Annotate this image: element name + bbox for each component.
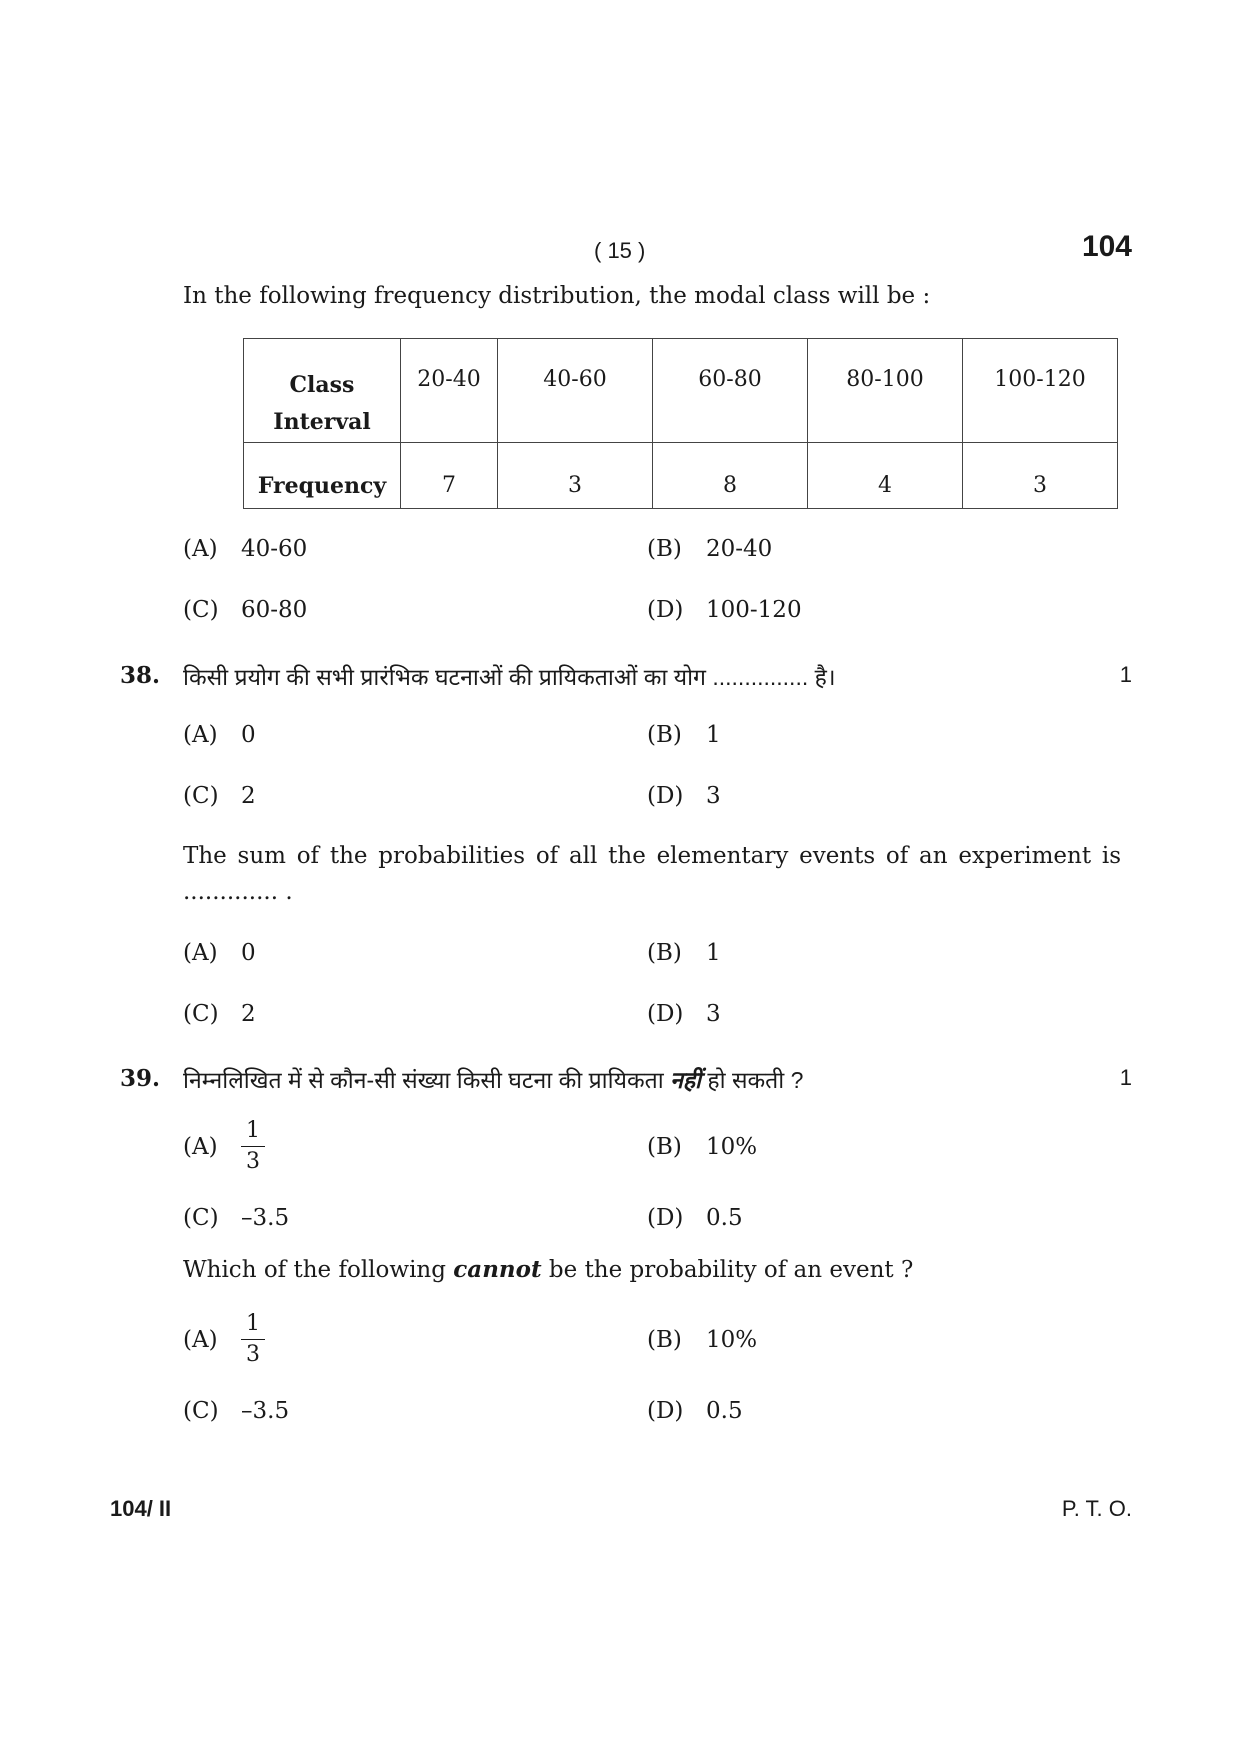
option-d-value: 3 xyxy=(706,783,721,809)
table-cell-interval: 40-60 xyxy=(498,339,653,443)
q38-english-text: The sum of the probabilities of all the elementary events of an experiment is ............. . xyxy=(183,843,1121,905)
table-header-class-interval: Class Interval xyxy=(244,339,401,443)
option-a-value: 40-60 xyxy=(241,536,308,562)
table-cell-interval: 20-40 xyxy=(401,339,498,443)
option-b-label: (B) xyxy=(647,940,682,966)
option-a-value: 0 xyxy=(241,940,256,966)
question-marks: 1 xyxy=(1119,662,1132,687)
emphasis-cannot: cannot xyxy=(453,1256,542,1283)
table-cell-frequency: 8 xyxy=(653,443,808,509)
question-marks: 1 xyxy=(1119,1065,1132,1090)
q39-english-text: Which of the following cannot be the probability of an event ? xyxy=(183,1256,914,1283)
table-row xyxy=(244,443,1118,509)
footer-paper-code: 104/ II xyxy=(110,1496,172,1521)
table-cell-interval: 100-120 xyxy=(963,339,1118,443)
option-c-value: –3.5 xyxy=(241,1398,290,1424)
option-d-value: 0.5 xyxy=(706,1398,743,1424)
option-a-label: (A) xyxy=(183,722,218,748)
emphasis-not: नहीं xyxy=(670,1067,701,1093)
option-b-label: (B) xyxy=(647,1134,682,1160)
option-a-value: 0 xyxy=(241,722,256,748)
table-cell-frequency: 3 xyxy=(498,443,653,509)
option-c-label: (C) xyxy=(183,1398,219,1424)
option-c-value: 2 xyxy=(241,783,256,809)
frequency-table xyxy=(243,338,1118,509)
option-b-label: (B) xyxy=(647,722,682,748)
paper-code: 104 xyxy=(1081,230,1132,263)
option-a-label: (A) xyxy=(183,1134,218,1160)
option-c-value: 2 xyxy=(241,1001,256,1027)
table-cell-frequency: 4 xyxy=(808,443,963,509)
option-a-fraction: 1 3 xyxy=(241,1311,265,1368)
option-b-value: 20-40 xyxy=(706,536,773,562)
footer-pto: P. T. O. xyxy=(1061,1496,1132,1521)
option-b-value: 1 xyxy=(706,940,721,966)
option-d-label: (D) xyxy=(647,597,684,623)
option-d-label: (D) xyxy=(647,1001,684,1027)
option-c-value: –3.5 xyxy=(241,1205,290,1231)
option-b-label: (B) xyxy=(647,1327,682,1353)
option-d-value: 100-120 xyxy=(706,597,802,623)
table-row xyxy=(244,339,1118,443)
option-b-value: 10% xyxy=(706,1327,758,1353)
option-d-value: 3 xyxy=(706,1001,721,1027)
q38-hindi-text: किसी प्रयोग की सभी प्रारंभिक घटनाओं की प्रायिकताओं का योग ............... है। xyxy=(183,664,836,690)
question-number: 39. xyxy=(120,1065,161,1092)
option-d-label: (D) xyxy=(647,1205,684,1231)
option-c-label: (C) xyxy=(183,1205,219,1231)
option-d-label: (D) xyxy=(647,1398,684,1424)
question-number: 38. xyxy=(120,662,161,689)
q37-english-text: In the following frequency distribution, the modal class will be : xyxy=(183,283,931,309)
option-b-value: 1 xyxy=(706,722,721,748)
page-number: ( 15 ) xyxy=(594,238,646,263)
option-c-label: (C) xyxy=(183,1001,219,1027)
q39-hindi-text: निम्नलिखित में से कौन-सी संख्या किसी घटना की प्रायिकता नहीं हो सकती ? xyxy=(183,1067,804,1093)
option-c-value: 60-80 xyxy=(241,597,308,623)
table-cell-frequency: 7 xyxy=(401,443,498,509)
table-cell-interval: 60-80 xyxy=(653,339,808,443)
table-header-frequency: Frequency xyxy=(244,443,401,509)
option-c-label: (C) xyxy=(183,783,219,809)
option-b-label: (B) xyxy=(647,536,682,562)
option-d-value: 0.5 xyxy=(706,1205,743,1231)
option-a-label: (A) xyxy=(183,940,218,966)
option-a-fraction: 1 3 xyxy=(241,1118,265,1175)
table-cell-interval: 80-100 xyxy=(808,339,963,443)
table-cell-frequency: 3 xyxy=(963,443,1118,509)
option-a-label: (A) xyxy=(183,1327,218,1353)
option-b-value: 10% xyxy=(706,1134,758,1160)
option-a-label: (A) xyxy=(183,536,218,562)
option-d-label: (D) xyxy=(647,783,684,809)
option-c-label: (C) xyxy=(183,597,219,623)
